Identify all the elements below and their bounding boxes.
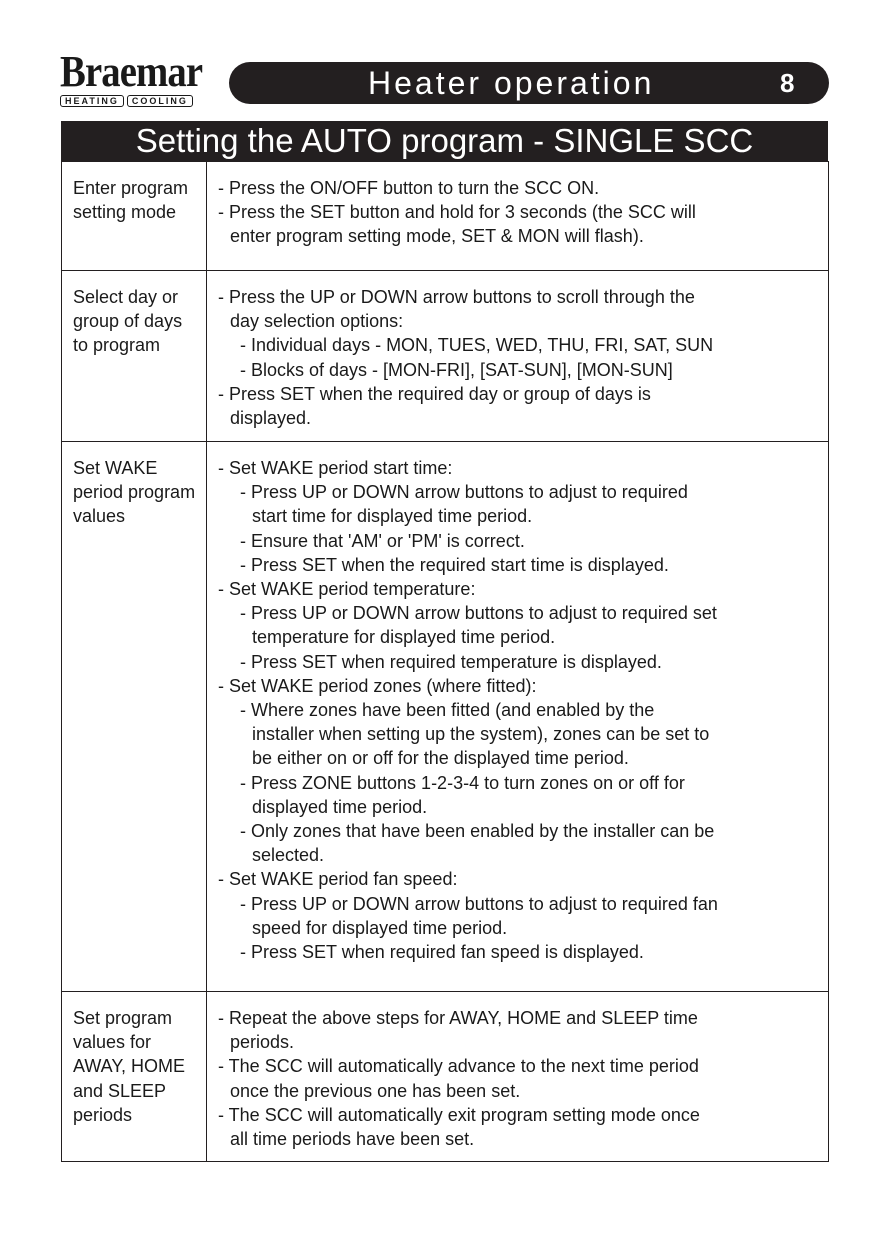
instruction-line: selected. <box>252 845 325 866</box>
step-cell <box>62 271 207 442</box>
logo-heating: HEATING <box>60 95 124 107</box>
instruction-line: day selection options: <box>230 311 404 332</box>
instruction-line: - The SCC will automatically advance to the next time period <box>218 1056 699 1077</box>
instruction-line: - Blocks of days - [MON-FRI], [SAT-SUN], [MON-SUN] <box>240 359 673 380</box>
instruction-line: - Press the UP or DOWN arrow buttons to scroll through the <box>218 287 695 307</box>
instruction-line: - Press UP or DOWN arrow buttons to adjust to required <box>240 482 688 503</box>
instruction-line: be either on or off for the displayed time period. <box>252 748 629 769</box>
instruction-line: temperature for displayed time period. <box>252 627 556 648</box>
page-number: 8 <box>780 68 795 98</box>
instruction-line: - Set WAKE period temperature: <box>218 579 476 600</box>
instruction-line: displayed. <box>230 408 312 429</box>
instruction-line: - Press SET when required temperature is displayed. <box>240 651 662 672</box>
instruction-line: - Press the ON/OFF button to turn the SCC ON. <box>218 178 600 198</box>
step-cell <box>62 442 207 992</box>
instruction-line: - Press ZONE buttons 1-2-3-4 to turn zones on or off for <box>240 772 685 793</box>
instruction-cell <box>207 992 829 1162</box>
instruction-line: start time for displayed time period. <box>252 506 533 527</box>
instruction-line: - Set WAKE period fan speed: <box>218 869 458 890</box>
instruction-line: - Press SET when the required day or group of days is <box>218 383 651 404</box>
instruction-line: - Set WAKE period zones (where fitted): <box>218 675 537 696</box>
instruction-cell <box>207 442 829 992</box>
instruction-table <box>61 161 829 1162</box>
step-label: Set program values for AWAY, HOME and SLEEP periods <box>73 1008 186 1125</box>
step-label: Select day or group of days to program <box>73 287 183 356</box>
instruction-line: speed for displayed time period. <box>252 917 508 938</box>
instruction-line: - Press UP or DOWN arrow buttons to adjust to required fan <box>240 893 718 914</box>
table-row <box>62 992 829 1162</box>
instruction-line: all time periods have been set. <box>230 1129 475 1150</box>
instruction-line: - Ensure that 'AM' or 'PM' is correct. <box>240 530 525 551</box>
table-row <box>62 271 829 442</box>
instruction-line: periods. <box>230 1032 295 1053</box>
instruction-line: - Press SET when required fan speed is displayed. <box>240 942 644 963</box>
instruction-line: enter program setting mode, SET & MON will flash). <box>230 226 644 247</box>
instruction-line: - Set WAKE period start time: <box>218 458 453 478</box>
step-label: Set WAKE period program values <box>73 458 196 527</box>
instruction-line: once the previous one has been set. <box>230 1080 521 1101</box>
instruction-line: displayed time period. <box>252 796 428 817</box>
instruction-line: installer when setting up the system), zones can be set to <box>252 724 710 745</box>
instruction-line: - Press SET when the required start time is displayed. <box>240 554 669 575</box>
table-row <box>62 442 829 992</box>
section-title: Setting the AUTO program - SINGLE SCC <box>61 121 828 161</box>
instruction-line: - Repeat the above steps for AWAY, HOME and SLEEP time <box>218 1008 698 1028</box>
instruction-cell <box>207 271 829 442</box>
instruction-line: - Individual days - MON, TUES, WED, THU, FRI, SAT, SUN <box>240 335 714 356</box>
step-cell <box>62 992 207 1162</box>
instruction-line: - Press the SET button and hold for 3 seconds (the SCC will <box>218 202 696 223</box>
instruction-cell <box>207 162 829 271</box>
page-header-title: Heater operation <box>368 65 655 101</box>
step-cell <box>62 162 207 271</box>
table-row <box>62 162 829 271</box>
logo-cooling: COOLING <box>127 95 193 107</box>
instruction-line: - Where zones have been fitted (and enabled by the <box>240 700 655 721</box>
logo-wordmark: Braemar <box>60 47 203 96</box>
instruction-line: - Press UP or DOWN arrow buttons to adjust to required set <box>240 603 717 624</box>
instruction-line: - The SCC will automatically exit program setting mode once <box>218 1104 700 1125</box>
instruction-line: - Only zones that have been enabled by the installer can be <box>240 821 715 842</box>
step-label: Enter program setting mode <box>73 178 189 223</box>
logo-tagline <box>60 95 193 108</box>
